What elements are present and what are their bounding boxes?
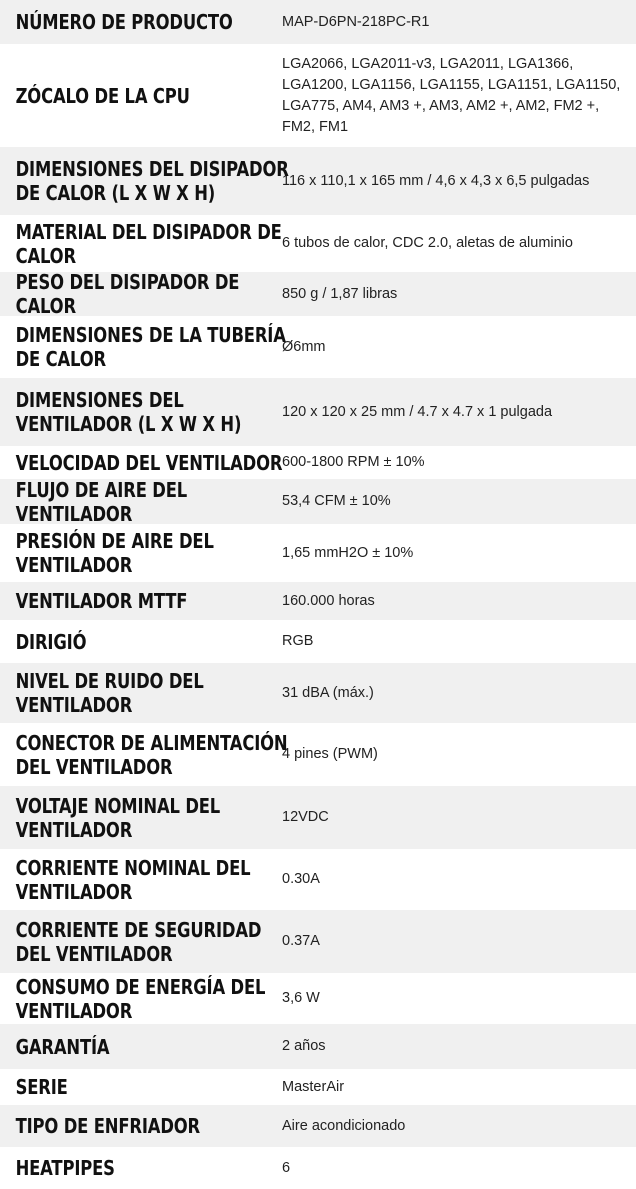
spec-label: DIMENSIONES DE LA TUBERÍA DE CALOR (15, 323, 286, 371)
spec-row-fan-rated-voltage (0, 786, 636, 849)
spec-label: HEATPIPES (15, 1156, 115, 1180)
spec-value: 116 x 110,1 x 165 mm / 4,6 x 4,3 x 6,5 pulgadas (282, 172, 590, 189)
spec-label: GARANTÍA (15, 1034, 110, 1059)
spec-label: TIPO DE ENFRIADOR (15, 1114, 201, 1138)
spec-label: CONECTOR DE ALIMENTACIÓN DEL VENTILADOR (15, 730, 288, 779)
spec-value: 160.000 horas (282, 592, 375, 609)
spec-value: 6 (282, 1159, 291, 1176)
spec-label: FLUJO DE AIRE DEL VENTILADOR (15, 477, 188, 526)
spec-value: 1,65 mmH2O ± 10% (282, 544, 414, 561)
spec-row-heatpipes (0, 1147, 636, 1189)
spec-value: MasterAir (282, 1078, 345, 1095)
spec-value: Ø6mm (282, 338, 326, 355)
spec-row-fan-air-pressure (0, 524, 636, 582)
spec-label: VOLTAJE NOMINAL DEL VENTILADOR (15, 793, 221, 842)
spec-value: 6 tubos de calor, CDC 2.0, aletas de aluminio (282, 235, 573, 251)
spec-row-product-number (0, 0, 636, 44)
spec-row-led (0, 620, 636, 663)
spec-row-fan-dimensions (0, 378, 636, 446)
spec-value: 0.30A (282, 871, 320, 887)
spec-value: RGB (282, 633, 314, 649)
spec-value: 31 dBA (máx.) (282, 684, 374, 701)
spec-row-fan-noise (0, 663, 636, 723)
spec-label: CORRIENTE DE SEGURIDAD DEL VENTILADOR (15, 917, 262, 966)
spec-label: ZÓCALO DE LA CPU (15, 83, 190, 108)
spec-label: PRESIÓN DE AIRE DEL VENTILADOR (15, 529, 214, 577)
spec-row-fan-rated-current (0, 849, 636, 910)
spec-value: 12VDC (282, 809, 329, 825)
spec-label: NÚMERO DE PRODUCTO (15, 10, 233, 34)
spec-value: 120 x 120 x 25 mm / 4.7 x 4.7 x 1 pulgada (282, 403, 553, 420)
spec-value: 0.37A (282, 933, 320, 949)
spec-value: 600-1800 RPM ± 10% (282, 454, 425, 470)
spec-label: CORRIENTE NOMINAL DEL VENTILADOR (15, 855, 251, 904)
spec-value: MAP-D6PN-218PC-R1 (282, 13, 430, 30)
spec-label: CONSUMO DE ENERGÍA DEL VENTILADOR (15, 974, 266, 1023)
spec-label: DIMENSIONES DEL VENTILADOR (L X W X H) (15, 388, 242, 436)
spec-value: LGA2066, LGA2011-v3, LGA2011, LGA1366, LGA1200, LGA1156, LGA1155, LGA1151, LGA1150, LGA775, AM4, AM3 +, AM3, AM2 +, AM2, FM2 +, FM2, FM1 (282, 55, 621, 135)
spec-value: 850 g / 1,87 libras (282, 285, 398, 302)
spec-row-fan-power-consumption (0, 973, 636, 1024)
spec-value: 4 pines (PWM) (282, 746, 378, 762)
spec-row-cpu-socket (0, 44, 636, 147)
spec-label: VENTILADOR MTTF (15, 589, 188, 613)
spec-row-warranty (0, 1024, 636, 1069)
spec-row-heatsink-material (0, 215, 636, 272)
spec-row-heatsink-weight (0, 272, 636, 316)
spec-label: VELOCIDAD DEL VENTILADOR (15, 450, 283, 475)
spec-value: 3,6 W (282, 990, 320, 1006)
spec-label: NIVEL DE RUIDO DEL VENTILADOR (15, 669, 204, 717)
spec-label: MATERIAL DEL DISIPADOR DE CALOR (15, 219, 282, 268)
spec-row-fan-safety-current (0, 910, 636, 973)
spec-row-heatsink-dimensions (0, 147, 636, 215)
spec-label: PESO DEL DISIPADOR DE CALOR (15, 270, 240, 318)
spec-label: DIMENSIONES DEL DISIPADOR DE CALOR (L X W X H) (15, 157, 289, 205)
spec-row-cooler-type (0, 1105, 636, 1147)
spec-value: 53,4 CFM ± 10% (282, 493, 391, 509)
spec-row-fan-connector (0, 723, 636, 786)
spec-value: Aire acondicionado (282, 1117, 406, 1134)
spec-row-fan-mttf (0, 582, 636, 620)
spec-row-fan-speed (0, 446, 636, 479)
spec-row-heatpipe-dimensions (0, 316, 636, 378)
spec-value: 2 años (282, 1038, 326, 1054)
spec-row-series (0, 1069, 636, 1105)
spec-label: SERIE (15, 1075, 68, 1099)
spec-label: DIRIGIÓ (15, 629, 87, 654)
spec-row-fan-airflow (0, 479, 636, 524)
